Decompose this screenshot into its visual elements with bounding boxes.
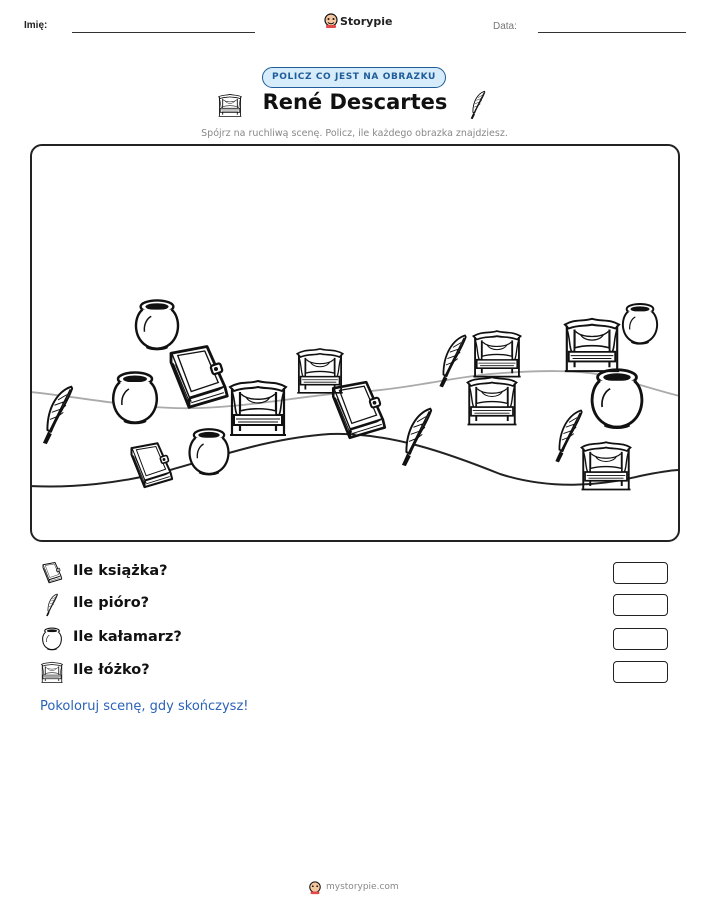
question-label: Ile książka? — [73, 563, 168, 579]
counting-scene — [30, 144, 680, 542]
storypie-logo-icon — [308, 880, 322, 894]
scene-inkwell-1 — [136, 300, 178, 349]
question-label: Ile łóżko? — [73, 662, 150, 678]
scene-book-1 — [171, 347, 227, 408]
question-row-quill — [40, 593, 670, 619]
activity-badge: POLICZ CO JEST NA OBRAZKU — [262, 67, 446, 88]
quill-icon — [466, 90, 490, 120]
answer-box-inkwell[interactable] — [613, 628, 668, 650]
brand-name: Storypie — [340, 15, 393, 28]
answer-box-bed[interactable] — [613, 661, 668, 683]
scene-quill-4 — [556, 410, 582, 461]
answer-box-quill[interactable] — [613, 594, 668, 616]
question-row-book — [40, 561, 670, 587]
footer-url[interactable]: mystorypie.com — [326, 882, 399, 892]
bed-icon — [40, 660, 64, 684]
quill-icon — [40, 593, 64, 617]
scene-bed-4 — [468, 377, 517, 424]
scene-bed-5 — [565, 319, 619, 371]
date-label: Data: — [493, 21, 517, 32]
storypie-logo-icon — [323, 13, 339, 29]
name-label: Imię: — [24, 20, 48, 31]
scene-bed-1 — [230, 381, 286, 435]
scene-book-3 — [132, 443, 173, 487]
scene-bed-3 — [473, 331, 520, 377]
question-label: Ile kałamarz? — [73, 629, 182, 645]
inkwell-icon — [40, 627, 64, 651]
scene-inkwell-4 — [623, 304, 657, 344]
scene-bed-2 — [297, 349, 343, 393]
instructions: Spójrz na ruchliwą scenę. Policz, ile każdego obrazka znajdziesz. — [201, 128, 508, 139]
scene-inkwell-3 — [190, 429, 229, 474]
name-field[interactable] — [72, 32, 255, 33]
scene-quill-3 — [403, 409, 431, 466]
question-label: Ile pióro? — [73, 595, 150, 611]
book-icon — [40, 561, 64, 585]
page-title: René Descartes — [262, 90, 448, 114]
scene-inkwell-5 — [592, 370, 642, 428]
date-field[interactable] — [538, 32, 686, 33]
scene-quill-1 — [44, 387, 72, 444]
scene-inkwell-2 — [113, 373, 157, 424]
coloring-note: Pokoloruj scenę, gdy skończysz! — [40, 699, 249, 714]
question-row-inkwell — [40, 627, 670, 653]
question-row-bed — [40, 660, 670, 686]
answer-box-book[interactable] — [613, 562, 668, 584]
